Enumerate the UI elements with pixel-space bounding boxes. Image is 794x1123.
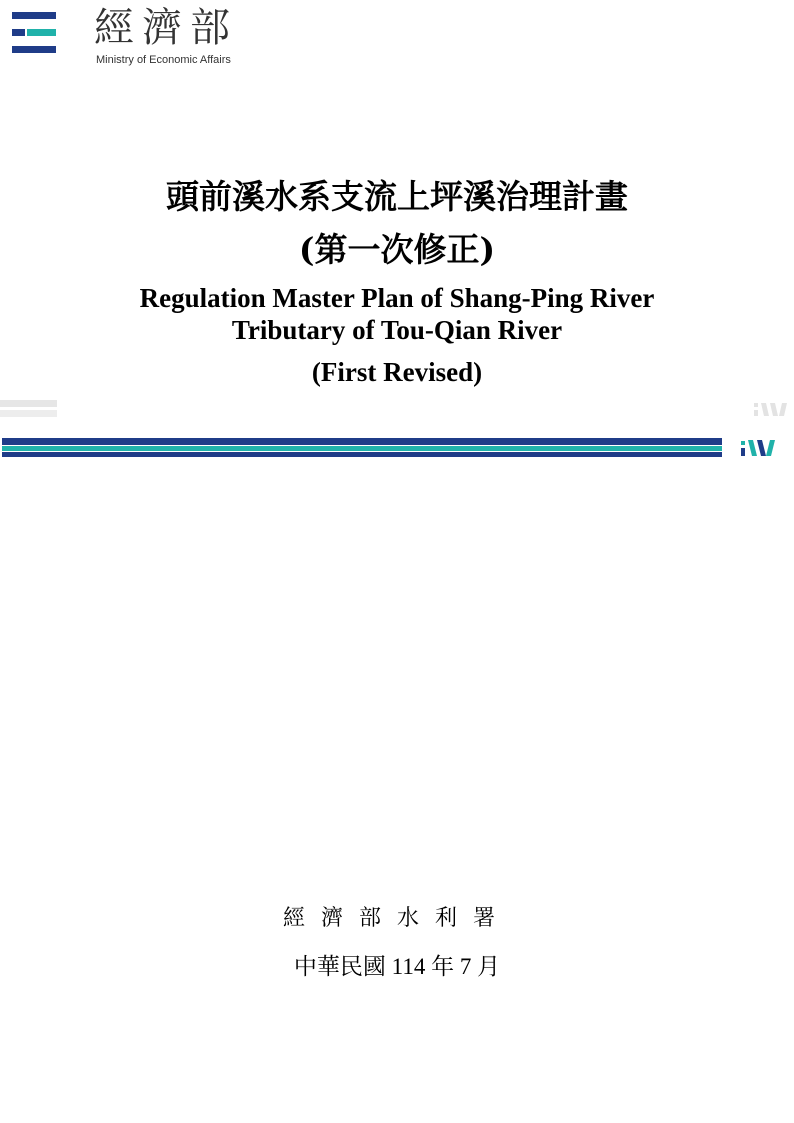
- ministry-logo-text: 經濟部: [94, 5, 238, 51]
- faded-band-decoration: [0, 400, 57, 420]
- document-revision-chinese: (第一次修正): [298, 230, 496, 269]
- title-english-line1: Regulation Master Plan of Shang-Ping River: [139, 283, 655, 313]
- document-revision-english: (First Revised): [311, 357, 483, 387]
- faded-brand-mark-icon: [752, 400, 788, 418]
- publication-date: 中華民國 114 年 7 月: [293, 954, 501, 979]
- title-english-line2: Tributary of Tou-Qian River: [231, 315, 563, 345]
- ministry-logo-english: Ministry of Economic Affairs: [96, 54, 231, 66]
- issuing-agency: 經濟部水利署: [282, 906, 511, 931]
- title-band-decoration: [2, 438, 722, 458]
- wra-brand-mark-icon: [741, 438, 777, 458]
- moea-logo-icon: [12, 12, 58, 58]
- document-title-english: [0, 282, 794, 346]
- document-title-chinese: 頭前溪水系支流上坪溪治理計畫: [166, 177, 628, 216]
